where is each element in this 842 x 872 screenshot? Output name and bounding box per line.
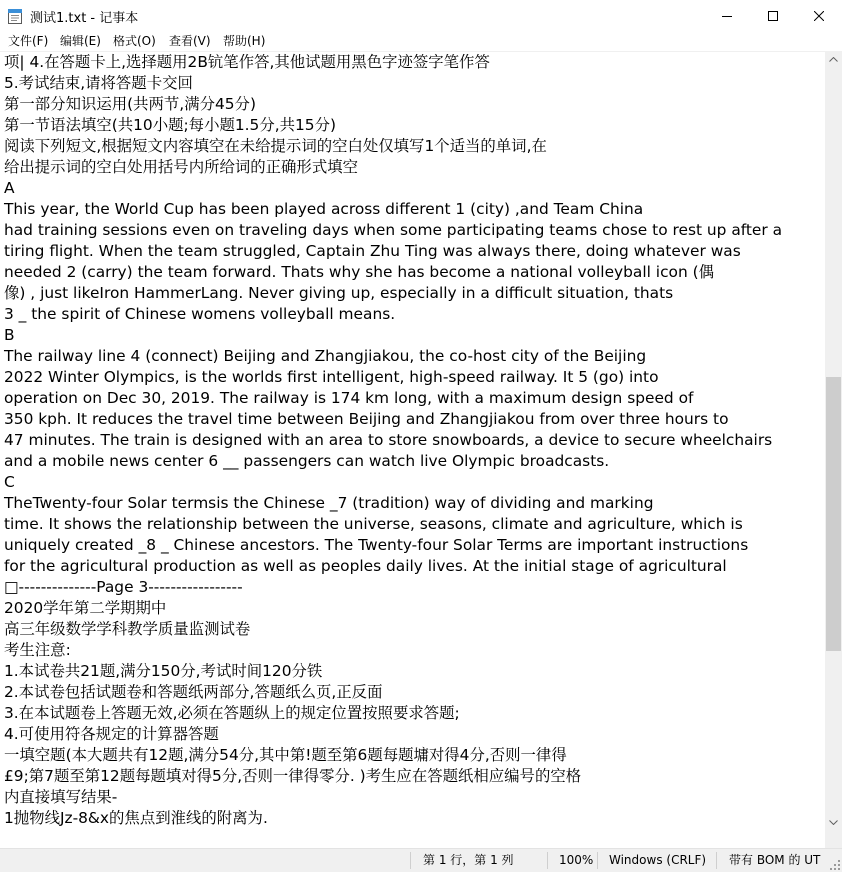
cursor-position: 第 1 行，第 1 列: [423, 853, 514, 867]
text-line: □--------------Page 3-----------------: [4, 578, 243, 596]
text-line: and a mobile news center 6 __ passengers can watch live Olympic broadcasts.: [4, 452, 610, 470]
text-line: TheTwenty-four Solar termsis the Chinese _7 (tradition) way of dividing and marking: [4, 494, 654, 512]
text-line: 2022 Winter Olympics, is the worlds first intelligent, high-speed railway. It 5 (go) into: [4, 368, 659, 386]
status-bar: [0, 848, 842, 872]
text-line: 47 minutes. The train is designed with an area to store snowboards, a device to secure wheelchairs: [4, 431, 773, 449]
close-button[interactable]: [796, 0, 842, 31]
text-line: uniquely created _8 _ Chinese ancestors. The Twenty-four Solar Terms are important instructions: [4, 536, 749, 554]
text-line: 项| 4.在答题卡上,选择题用2B钪笔作答,其他试题用黑色字迹签字笔作答: [4, 53, 490, 71]
status-divider: [716, 852, 717, 869]
text-line: operation on Dec 30, 2019. The railway is 174 km long, with a maximum design speed of: [4, 389, 694, 407]
text-line: 阅读下列短文,根据短文内容填空在未给提示词的空白处仅填写1个适当的单词,在: [4, 137, 547, 155]
maximize-icon: [768, 11, 778, 21]
close-icon: [814, 11, 824, 21]
text-editor[interactable]: [0, 51, 825, 849]
window-title: 测试1.txt - 记事本: [30, 11, 139, 26]
text-line: had training sessions even on traveling days when some participating teams chose to rest up after a: [4, 221, 783, 239]
text-line: 2020学年第二学期期中: [4, 599, 167, 617]
text-line: 一填空题(本大题共有12题,满分54分,其中第!题至第6题每题墉对得4分,否则一律得: [4, 746, 567, 764]
text-line: 给出提示词的空白处用括号内所给词的正确形式填空: [4, 158, 358, 176]
menu-file[interactable]: 文件(F): [8, 34, 49, 48]
text-line: 4.可使用符各规定的计算器答题: [4, 725, 219, 743]
menu-help[interactable]: 帮助(H): [223, 34, 266, 48]
text-line: £9;第7题至第12题每题填对得5分,否则一律得零分. )考生应在答题纸相应编号的空格: [4, 767, 582, 785]
text-line: This year, the World Cup has been played across different 1 (city) ,and Team China: [4, 200, 644, 218]
text-line: needed 2 (carry) the team forward. Thats why she has become a national volleyball icon (偶: [4, 263, 714, 281]
status-divider: [547, 852, 548, 869]
text-line: 像) , just likeIron HammerLang. Never giving up, especially in a difficult situation, thats: [4, 284, 674, 302]
text-line: 第一部分知识运用(共两节,满分45分): [4, 95, 256, 113]
text-line: 5.考试结束,请将答题卡交回: [4, 74, 193, 92]
text-line: 1抛物线Jz-8&x的焦点到淮线的附离为.: [4, 809, 268, 827]
minimize-button[interactable]: [704, 0, 750, 31]
text-line: 第一节语法填空(共10小题;每小题1.5分,共15分): [4, 116, 336, 134]
menu-edit[interactable]: 编辑(E): [60, 34, 101, 48]
text-line: A: [4, 179, 15, 197]
status-divider: [597, 852, 598, 869]
line-ending: Windows (CRLF): [609, 853, 707, 867]
scroll-down-button[interactable]: [825, 814, 842, 831]
status-divider: [410, 852, 411, 869]
maximize-button[interactable]: [750, 0, 796, 31]
text-line: time. It shows the relationship between the universe, seasons, climate and agriculture, which is: [4, 515, 743, 533]
scroll-up-button[interactable]: [825, 51, 842, 68]
text-line: 考生注意:: [4, 641, 71, 659]
menu-format[interactable]: 格式(O): [113, 34, 156, 48]
text-line: 350 kph. It reduces the travel time between Beijing and Zhangjiakou from over three hours to: [4, 410, 729, 428]
text-line: 高三年级数学学科教学质量监测试卷: [4, 620, 251, 638]
text-line: 2.本试卷包括试题卷和答题纸两部分,答题纸么页,正反面: [4, 683, 383, 701]
zoom-level: 100%: [559, 853, 594, 867]
text-line: tiring flight. When the team struggled, Captain Zhu Ting was always there, doing whatever was: [4, 242, 741, 260]
menu-bar: [0, 31, 842, 51]
scroll-thumb[interactable]: [826, 377, 841, 651]
text-line: C: [4, 473, 15, 491]
chevron-down-icon: [829, 820, 838, 825]
text-line: 3 _ the spirit of Chinese womens volleyball means.: [4, 305, 396, 323]
text-line: The railway line 4 (connect) Beijing and Zhangjiakou, the co-host city of the Beijing: [4, 347, 647, 365]
vertical-scrollbar[interactable]: [825, 51, 842, 848]
text-line: for the agricultural production as well as peoples daily lives. At the initial stage of agricultural: [4, 557, 727, 575]
chevron-up-icon: [829, 57, 838, 62]
text-line: 3.在本试题卷上答题无效,必须在答题纵上的规定位置按照要求答题;: [4, 704, 460, 722]
text-line: B: [4, 326, 15, 344]
minimize-icon: [722, 11, 732, 21]
resize-grip-icon[interactable]: [829, 859, 841, 871]
notepad-icon: [8, 8, 22, 24]
menu-view[interactable]: 查看(V): [169, 34, 211, 48]
file-encoding: 带有 BOM 的 UT: [729, 853, 821, 867]
text-line: 1.本试卷共21题,满分150分,考试时间120分铁: [4, 662, 323, 680]
text-line: 内直接填写结果-: [4, 788, 118, 806]
title-bar[interactable]: [0, 0, 842, 31]
